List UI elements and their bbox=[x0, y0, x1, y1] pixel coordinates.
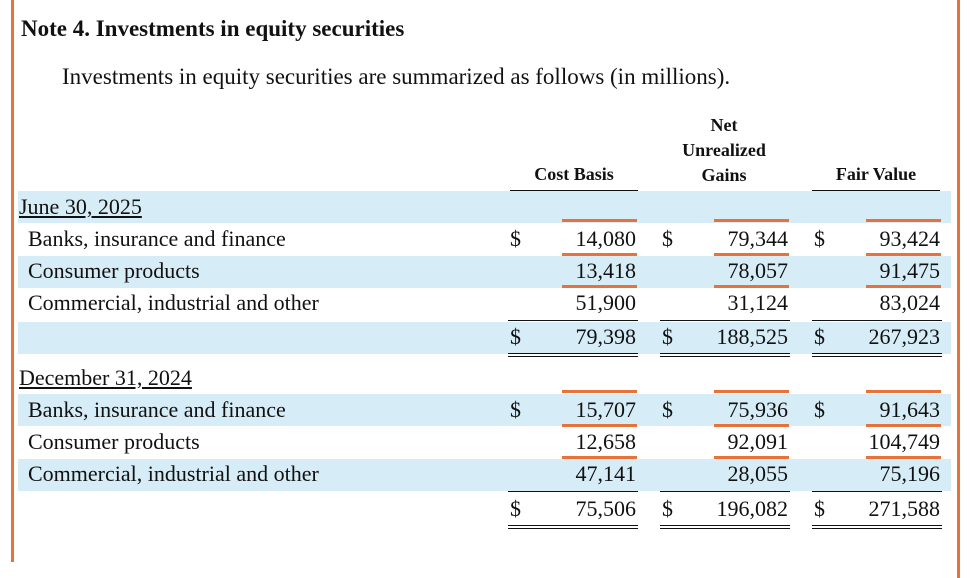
row-label: Commercial, industrial and other bbox=[28, 461, 319, 486]
currency-symbol: $ bbox=[510, 226, 521, 251]
row-label: Consumer products bbox=[28, 258, 200, 283]
highlight-bar bbox=[714, 219, 789, 222]
subtotal-rule bbox=[660, 320, 790, 321]
double-rule bbox=[660, 528, 790, 529]
section-band bbox=[18, 191, 951, 223]
cost-basis-value: 13,418 bbox=[575, 258, 636, 283]
fair-value-value: 104,749 bbox=[868, 429, 940, 454]
left-margin-bar bbox=[11, 0, 14, 562]
gains-value: 78,057 bbox=[727, 258, 788, 283]
double-rule bbox=[660, 353, 790, 354]
cost-basis-total: 75,506 bbox=[575, 496, 636, 521]
double-rule bbox=[660, 356, 790, 357]
currency-symbol: $ bbox=[662, 496, 673, 521]
double-rule bbox=[812, 353, 942, 354]
gains-value: 92,091 bbox=[727, 429, 788, 454]
currency-symbol: $ bbox=[510, 397, 521, 422]
cost-basis-value: 14,080 bbox=[575, 226, 636, 251]
cost-basis-total: 79,398 bbox=[575, 324, 636, 349]
highlight-bar bbox=[562, 219, 637, 222]
currency-symbol: $ bbox=[662, 397, 673, 422]
double-rule bbox=[508, 353, 638, 354]
section-label-december-2024: December 31, 2024 bbox=[19, 365, 192, 390]
currency-symbol: $ bbox=[814, 397, 825, 422]
subtotal-rule bbox=[660, 491, 790, 492]
fair-value-value: 91,643 bbox=[879, 397, 940, 422]
row-label: Commercial, industrial and other bbox=[28, 290, 319, 315]
cost-basis-value: 15,707 bbox=[575, 397, 636, 422]
double-rule bbox=[812, 528, 942, 529]
right-margin-bar bbox=[957, 0, 960, 578]
cost-basis-value: 47,141 bbox=[575, 461, 636, 486]
fair-value-total: 271,588 bbox=[868, 496, 940, 521]
currency-symbol: $ bbox=[814, 324, 825, 349]
subtotal-rule bbox=[812, 320, 942, 321]
gains-value: 31,124 bbox=[727, 290, 788, 315]
note-title: Note 4. Investments in equity securities bbox=[21, 16, 405, 41]
section-label-june-2025: June 30, 2025 bbox=[19, 194, 142, 219]
fair-value-value: 93,424 bbox=[879, 226, 940, 251]
subtotal-rule bbox=[812, 491, 942, 492]
header-net-unrealized-gains bbox=[660, 113, 788, 188]
highlight-bar bbox=[562, 390, 637, 393]
header-gains-line1: Net bbox=[710, 115, 738, 135]
gains-total: 188,525 bbox=[716, 324, 788, 349]
currency-symbol: $ bbox=[662, 324, 673, 349]
header-gains-line2: Unrealized bbox=[682, 140, 766, 160]
currency-symbol: $ bbox=[510, 496, 521, 521]
currency-symbol: $ bbox=[814, 226, 825, 251]
double-rule bbox=[508, 528, 638, 529]
intro-text: Investments in equity securities are summarized as follows (in millions). bbox=[62, 64, 731, 89]
header-cost-basis bbox=[510, 162, 638, 187]
row-label: Banks, insurance and finance bbox=[28, 226, 286, 251]
double-rule bbox=[508, 525, 638, 526]
header-cost-basis-text: Cost Basis bbox=[534, 164, 614, 184]
row-label: Consumer products bbox=[28, 429, 200, 454]
subtotal-rule bbox=[508, 320, 638, 321]
gains-value: 28,055 bbox=[727, 461, 788, 486]
fair-value-total: 267,923 bbox=[868, 324, 940, 349]
highlight-bar bbox=[866, 390, 941, 393]
header-fair-value bbox=[812, 162, 940, 187]
highlight-bar bbox=[714, 390, 789, 393]
double-rule bbox=[812, 356, 942, 357]
fair-value-value: 83,024 bbox=[879, 290, 940, 315]
fair-value-value: 75,196 bbox=[879, 461, 940, 486]
subtotal-rule bbox=[508, 491, 638, 492]
highlight-bar bbox=[866, 219, 941, 222]
double-rule bbox=[812, 525, 942, 526]
cost-basis-value: 12,658 bbox=[575, 429, 636, 454]
cost-basis-value: 51,900 bbox=[575, 290, 636, 315]
header-fair-value-text: Fair Value bbox=[835, 164, 917, 184]
header-gains-line3: Gains bbox=[701, 165, 747, 185]
total-row bbox=[18, 322, 951, 354]
gains-value: 79,344 bbox=[727, 226, 788, 251]
gains-value: 75,936 bbox=[727, 397, 788, 422]
fair-value-value: 91,475 bbox=[879, 258, 940, 283]
gains-total: 196,082 bbox=[716, 496, 788, 521]
currency-symbol: $ bbox=[814, 496, 825, 521]
currency-symbol: $ bbox=[510, 324, 521, 349]
double-rule bbox=[660, 525, 790, 526]
currency-symbol: $ bbox=[662, 226, 673, 251]
row-label: Banks, insurance and finance bbox=[28, 397, 286, 422]
double-rule bbox=[508, 356, 638, 357]
